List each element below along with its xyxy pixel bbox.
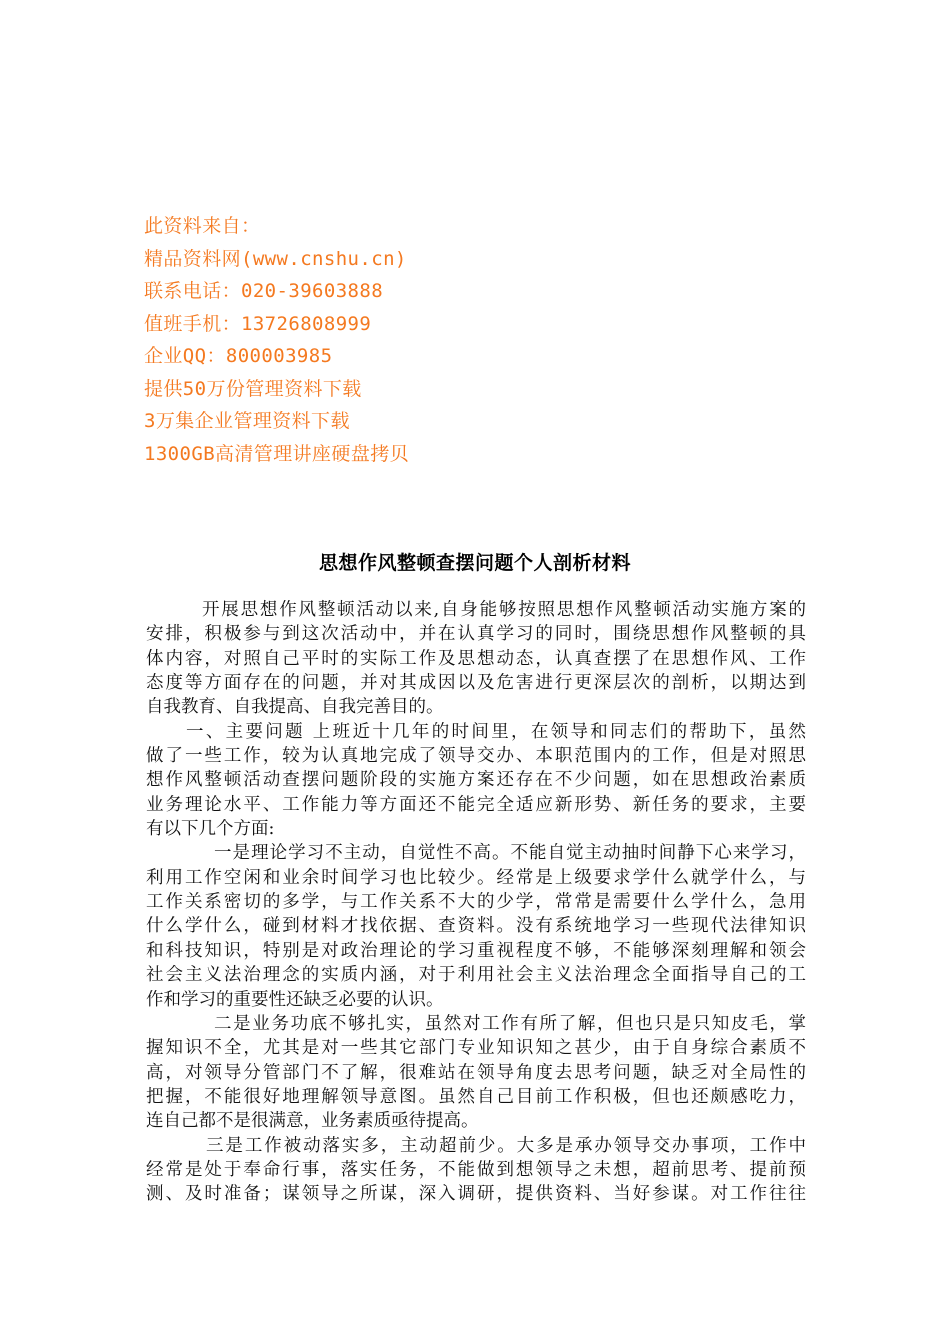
text-line: 作和学习的重要性还缺乏必要的认识。 [146, 989, 444, 1010]
paragraph [146, 720, 806, 842]
source-info-line: 企业QQ：800003985 [144, 345, 333, 367]
paragraph [146, 598, 806, 720]
text-line: 什么学什么，碰到材料才找依据、查资料。没有系统地学习一些现代法律知识 [146, 916, 806, 937]
text-line: 态度等方面存在的问题，并对其成因以及危害进行更深层次的剖析，以期达到 [146, 673, 806, 694]
source-info-line: 联系电话：020-39603888 [144, 280, 384, 302]
text-line: 体内容，对照自己平时的实际工作及思想动态，认真查摆了在思想作风、工作 [146, 648, 806, 669]
text-line: 一、主要问题 上班近十几年的时间里，在领导和同志们的帮助下，虽然 [186, 721, 806, 742]
document-body [146, 598, 806, 1207]
source-info-line: 值班手机：13726808999 [144, 312, 372, 335]
text-line: 握知识不全，尤其是对一些其它部门专业知识知之甚少，由于自身综合素质不 [146, 1038, 806, 1059]
text-line: 和科技知识，特别是对政治理论的学习重视程度不够，不能够深刻理解和领会 [146, 940, 806, 961]
text-line: 二是业务功底不够扎实，虽然对工作有所了解，但也只是只知皮毛，掌 [214, 1013, 806, 1034]
source-info-block [144, 210, 844, 470]
source-info-line: 1300GB高清管理讲座硬盘拷贝 [144, 442, 410, 465]
source-info-line: 3万集企业管理资料下载 [144, 410, 350, 432]
text-line: 经常是处于奉命行事，落实任务，不能做到想领导之未想，超前思考、提前预 [146, 1159, 806, 1180]
source-info-line: 提供50万份管理资料下载 [144, 377, 362, 400]
text-line: 业务理论水平、工作能力等方面还不能完全适应新形势、新任务的要求，主要 [146, 794, 806, 815]
text-line: 三是工作被动落实多，主动超前少。大多是承办领导交办事项，工作中 [206, 1135, 806, 1156]
text-line: 安排，积极参与到这次活动中，并在认真学习的同时，围绕思想作风整顿的具 [146, 624, 806, 645]
text-line: 自我教育、自我提高、自我完善目的。 [146, 697, 444, 718]
paragraph [146, 841, 806, 1011]
text-line: 把握，不能很好地理解领导意图。虽然自己目前工作积极，但也还颇感吃力， [146, 1086, 806, 1107]
source-info-line: 精品资料网(www.cnshu.cn) [144, 247, 407, 270]
paragraph [146, 1012, 806, 1134]
text-line: 社会主义法治理念的实质内涵，对于利用社会主义法治理念全面指导自己的工 [146, 965, 806, 986]
text-line: 一是理论学习不主动，自觉性不高。不能自觉主动抽时间静下心来学习， [214, 843, 806, 864]
text-line: 高，对领导分管部门不了解，很难站在领导角度去思考问题，缺乏对全局性的 [146, 1062, 806, 1083]
paragraph [146, 1134, 806, 1207]
text-line: 开展思想作风整顿活动以来,自身能够按照思想作风整顿活动实施方案的 [202, 600, 806, 620]
text-line: 有以下几个方面: [146, 819, 275, 840]
text-line: 测、及时准备；谋领导之所谋，深入调研，提供资料、当好参谋。对工作往往 [146, 1184, 806, 1205]
text-line: 做了一些工作，较为认真地完成了领导交办、本职范围内的工作，但是对照思 [146, 746, 806, 767]
document-title: 思想作风整顿查摆问题个人剖析材料 [318, 552, 631, 574]
text-line: 想作风整顿活动查摆问题阶段的实施方案还存在不少问题，如在思想政治素质 [146, 770, 806, 791]
text-line: 利用工作空闲和业余时间学习也比较少。经常是上级要求学什么就学什么，与 [146, 867, 806, 888]
source-info-line: 此资料来自： [144, 215, 261, 237]
text-line: 工作关系密切的多学，与工作关系不大的少学，常常是需要什么学什么，急用 [146, 892, 806, 913]
text-line: 连自己都不是很满意，业务素质亟待提高。 [146, 1111, 479, 1132]
